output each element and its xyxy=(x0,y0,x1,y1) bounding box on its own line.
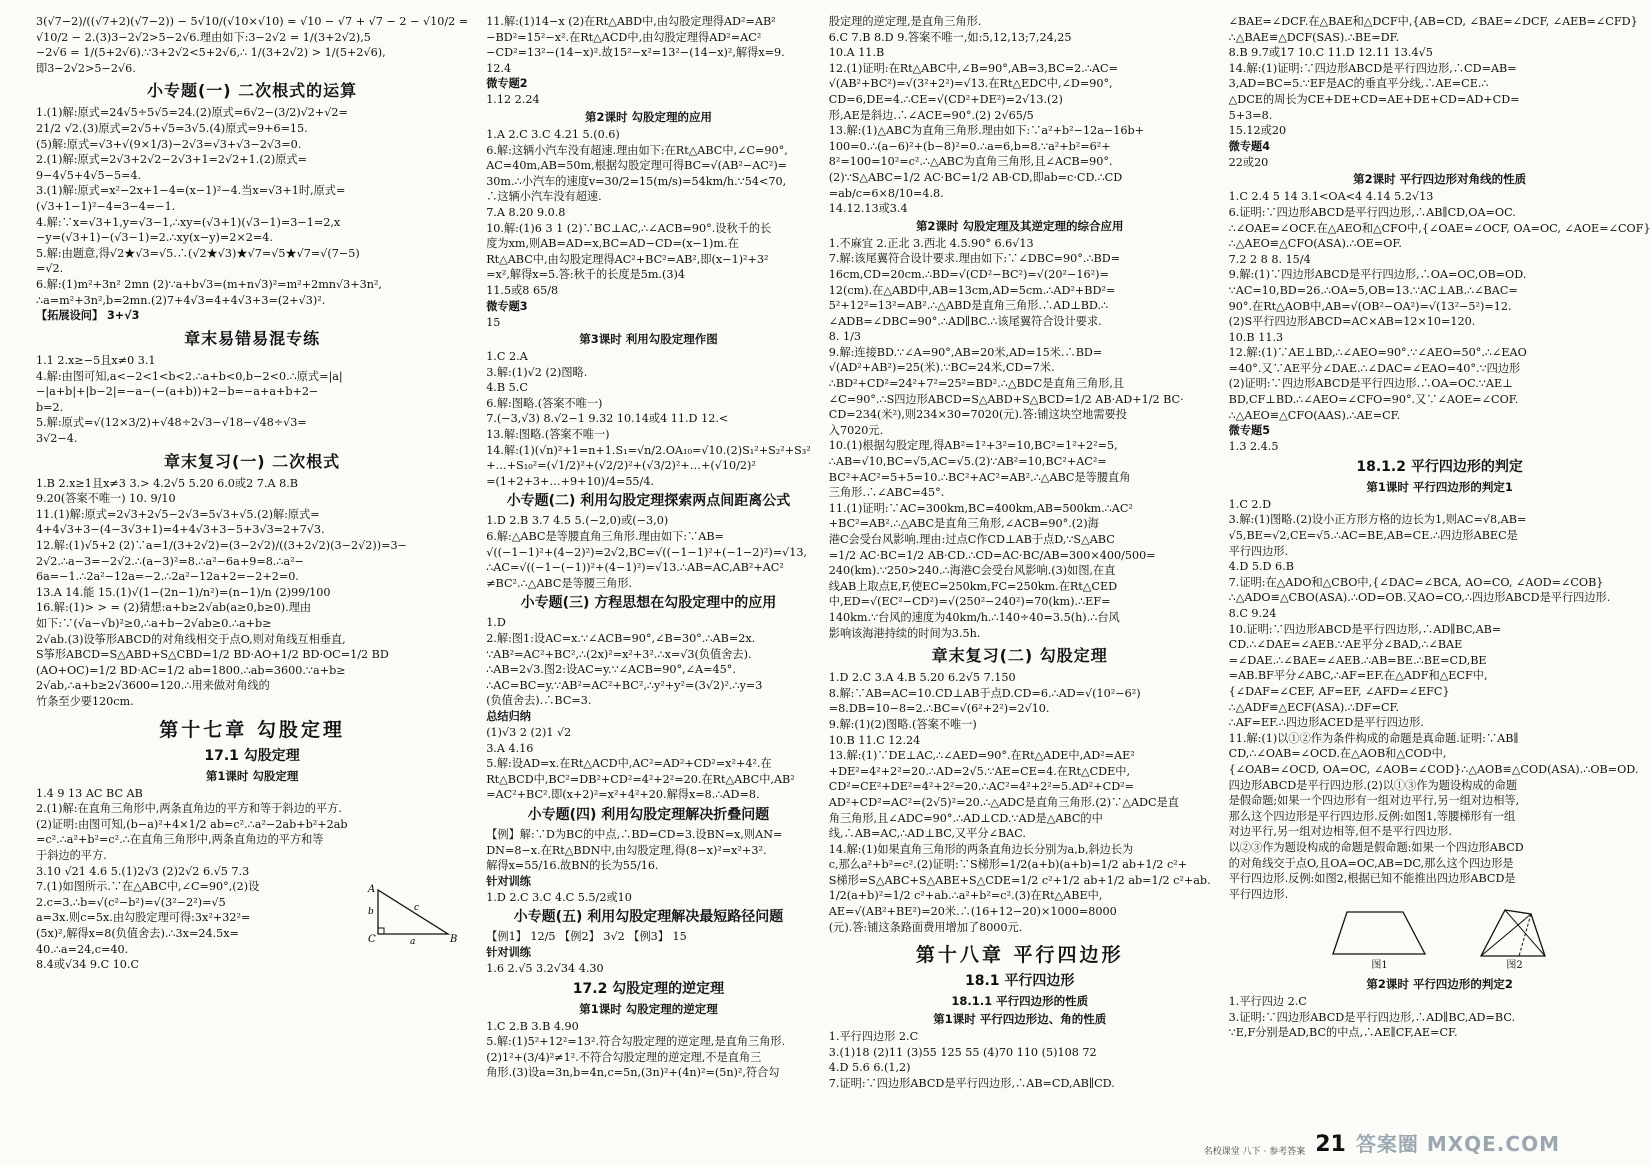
answer-line: 是假命题;如果一个四边形有一组对边平行,另一组对边相等, xyxy=(1228,794,1520,808)
answer-line: 如下:∵(√a−√b)²≥0,∴a+b−2√ab≥0.∴a+b≥ xyxy=(36,617,272,630)
training-label: 针对训练 xyxy=(486,874,531,888)
answer-line: 1/2(a+b)²=1/2 c²+ab.∴a²+b²=c².(3)在Rt△ABE中, xyxy=(828,889,1103,903)
answer-line: (2)∵S△ABC=1/2 AC·BC=1/2 AB·CD,即ab=c·CD.∴CD xyxy=(828,170,1123,184)
vertex-b-label: B xyxy=(450,933,458,945)
page-footer xyxy=(1204,1128,1560,1157)
lesson-title: 第2课时 平行四边形对角线的性质 xyxy=(1353,172,1527,187)
answer-line: 5.解:由题意,得√2★√3=√5.∴(√2★√3)★√7=√5★√7=√(7−5) xyxy=(36,246,360,260)
answer-line: −|a+b|+|b−2|=−a−(−(a+b))+2−b=−a+a+b+2− xyxy=(36,385,319,399)
answer-line: ∴AF=EF.∴四边形ACED是平行四边形. xyxy=(1228,716,1424,730)
page-number: 21 xyxy=(1315,1132,1346,1157)
answer-line: 7.解:该尾翼符合设计要求.理由如下:∵∠DBC=90°.∴BD= xyxy=(828,252,1121,266)
answer-line: ∠BAE=∠DCF.在△BAE和△DCF中,{AB=CD, ∠BAE=∠DCF, ∠AEB=∠CFD} xyxy=(1228,15,1638,28)
answer-line: 12.解:(1)√5+2 (2)∵a=1/(3+2√2)=(3−2√2)/((3+2√2)(3−2√2))=3− xyxy=(36,539,407,553)
col3-intro xyxy=(829,14,1211,217)
answer-line: 4.B 5.C xyxy=(486,381,528,395)
answer-line: ∠ADB=∠DBC=90°.∴AD∥BC.∴该尾翼符合设计要求. xyxy=(828,314,1102,328)
column-1 xyxy=(36,14,468,1134)
answer-line: √(AD²+AB²)=25(米).∵BC=24米,CD=7米. xyxy=(828,361,1055,375)
answer-line: AE=√(AB²+BE²)=20米.∴(16+12−20)×1000=8000 xyxy=(828,905,1117,919)
col1-sec3-body xyxy=(36,476,468,710)
answer-line: =8.DB=10−8=2.∴BC=√(6²+2²)=2√10. xyxy=(828,702,1050,716)
answer-line: 11.(1)证明:∵AC=300km,BC=400km,AB=500km.∴AC² xyxy=(828,501,1133,515)
extension-label: 【拓展设问】 3+√3 xyxy=(36,309,140,323)
answer-line: 股定理的逆定理,是直角三角形. xyxy=(828,15,982,28)
answer-line: 1.A 2.C 3.C 4.21 5.(0.6) xyxy=(486,127,620,141)
answer-line: c,那么a²+b²=c².(2)证明:∵S梯形=1/2(a+b)(a+b)=1/2 ab+1/2 c²+ xyxy=(828,858,1188,872)
answer-line: √((−1−1)²+(4−2)²)=2√2,BC=√((−1−1)²+(−1−2)²)=√13, xyxy=(486,545,808,559)
answer-line: 11.5或8 65/8 xyxy=(486,283,559,297)
micro-topic-answer: 15 xyxy=(486,315,501,329)
section-title: 小专题(三) 方程思想在勾股定理中的应用 xyxy=(520,595,777,612)
answer-line: =ab/c=6×8/10=4.8. xyxy=(828,186,944,200)
answer-line: 16cm,CD=20cm.∴BD=√(CD²−BC²)=√(20²−16²)= xyxy=(828,267,1109,281)
answer-line: 10.解:(1)6 3 1 (2)∵BC⊥AC,∴∠ACB=90°.设秋千的长 xyxy=(486,221,772,235)
answer-line: 10.(1)根据勾股定理,得AB²=1²+3²=10,BC²=1²+2²=5, xyxy=(828,439,1118,453)
answer-line: 6.解:图略.(答案不唯一) xyxy=(486,396,603,410)
answer-line: 3(√7−2)/((√7+2)(√7−2)) − 5√10/(√10×√10) = √10 − √7 + √7 − 2 − √10/2 = xyxy=(36,15,469,28)
training-answer: 1.6 2.√5 3.2√34 4.30 xyxy=(486,961,604,975)
answer-line: 7.(1)如图所示.∵在△ABC中,∠C=90°,(2)设 xyxy=(36,880,260,894)
answer-line: 1.D xyxy=(486,616,506,630)
answer-line: ∵E,F分别是AD,BC的中点,∴AE∥CF,AE=CF. xyxy=(1228,1026,1458,1040)
answer-line: AC=40m,AB=50m,根据勾股定理可得BC=√(AB²−AC²)= xyxy=(486,159,788,173)
answer-line: (√3+1−1)²−4=3−4=−1. xyxy=(36,199,176,213)
micro-topic-answer: 1.3 2.4.5 xyxy=(1228,440,1279,454)
section-title: 小专题(五) 利用勾股定理解决最短路径问题 xyxy=(513,909,784,926)
answer-line: 14.解:(1)如果直角三角形的两条直角边长分别为a,b,斜边长为 xyxy=(828,842,1134,856)
answer-line: 4+4√3+3−(4−3√3+1)=4+4√3+3−5+3√3=2+7√3. xyxy=(36,523,325,537)
answer-line: 9.解:(1)∵四边形ABCD是平行四边形,∴OA=OC,OB=OD. xyxy=(1228,268,1527,282)
answer-line: 30m.∴小汽车的速度v=30/2=15(m/s)=54km/h.∵54<70, xyxy=(486,174,787,188)
right-triangle-figure xyxy=(364,884,464,946)
answer-line: (2)证明:由图可知,(b−a)²+4×1/2 ab=c².∴a²−2ab+b²+2ab xyxy=(36,817,348,831)
answer-line: =1/2 AC·BC=1/2 AB·CD.∴CD=AC·BC/AB=300×400/500= xyxy=(828,548,1156,562)
answer-line: 4.D 5.6 6.(1,2) xyxy=(828,1061,911,1075)
answer-line: =c².∴a²+b²=c².∴在直角三角形中,两条直角边的平方和等 xyxy=(36,833,324,847)
answer-line: 线,∴AB=AC,∴AD⊥BC,又平分∠BAC. xyxy=(828,827,1026,841)
chapter-title: 第十七章 勾股定理 xyxy=(159,718,345,741)
answer-line: =(1+2+3+…+9+10)/4=55/4. xyxy=(486,474,654,488)
answer-line: △DCE的周长为CE+DE+CD=AE+DE+CD=AD+CD= xyxy=(1228,92,1520,106)
col2-sec2-body xyxy=(486,127,811,299)
micro-topic-label: 微专题5 xyxy=(1228,424,1270,438)
answer-line: 15.12或20 xyxy=(1228,124,1287,138)
answer-line: 竹条至少要120cm. xyxy=(36,694,134,708)
column-2 xyxy=(486,14,811,1134)
answer-line: 3.(1)18 (2)11 (3)55 125 55 (4)70 110 (5)108 72 xyxy=(828,1045,1097,1059)
answer-line: 1.1 2.x≥−5且x≠0 3.1 xyxy=(36,354,156,368)
section-title: 小专题(一) 二次根式的运算 xyxy=(146,81,358,101)
answer-line: 4.解:由图可知,a<−2<1<b<2.∴a+b<0,b−2<0.∴原式=|a| xyxy=(36,369,343,383)
answer-line: 10.B 11.3 xyxy=(1228,330,1284,344)
section-title: 17.1 勾股定理 xyxy=(204,747,300,764)
answer-line: √(AB²+BC²)=√(3²+2²)=√13.在Rt△EDC中,∠D=90°, xyxy=(828,77,1113,91)
answer-line: 6.解:(1)m²+3n² 2mn (2)∵a+b√3=(m+n√3)²=m²+2mn√3+3n², xyxy=(36,277,382,291)
answer-line: 13.A 14.能 15.(1)√(1−(2n−1)/n²)=(n−1)/n (2)99/100 xyxy=(36,585,331,599)
answer-line: 即3−2√2>5−2√6. xyxy=(36,61,136,75)
answer-line: ∴△ADO≌△CBO(ASA).∴OD=OB.又AO=CO,∴四边形ABCD是平行四边形. xyxy=(1228,591,1611,605)
training-answer: 1.D 2.C 3.C 4.C 5.5/2或10 xyxy=(486,890,632,904)
book-tag: 名校课堂 八下 · 参考答案 xyxy=(1203,1147,1306,1157)
columns xyxy=(36,14,1651,1134)
answer-line: 6.C 7.B 8.D 9.答案不唯一,如:5,12,13;7,24,25 xyxy=(828,30,1072,44)
answer-line: CD=234(米²),则234×30=7020(元).答:铺这块空地需要投 xyxy=(828,408,1127,422)
col2-sec4-body xyxy=(486,513,811,591)
answer-line: 4.解:∵x=√3+1,y=√3−1,∴xy=(√3+1)(√3−1)=3−1=2,x xyxy=(36,215,341,229)
answer-line: +BC²=AB².∴△ABC是直角三角形,∠ACB=90°.(2)海 xyxy=(828,517,1099,531)
answer-line: 那么这个四边形是平行四边形.反例:如图1,等腰梯形有一组 xyxy=(1228,809,1516,823)
answer-line: 对边平行,另一组对边相等,但不是平行四边形. xyxy=(1228,825,1452,839)
micro-topic-label: 微专题2 xyxy=(486,77,528,91)
answer-line: BC²+AC²=5+5=10.∴BC²+AC²=AB².∴△ABC是等腰直角 xyxy=(828,470,1131,484)
answer-line: 线AB上取点E,F,使EC=250km,FC=250km.在Rt△CED xyxy=(828,579,1118,593)
answer-line: 5.解:设AD=x.在Rt△ACD中,AC²=AD²+CD²=x²+4².在 xyxy=(486,757,772,771)
answer-line: 12(cm).在△ABD中,AB=13cm,AD=5cm.∴AD²+BD²= xyxy=(828,283,1116,297)
answer-line: (5)解:原式=√3+√(9×1/3)−2√3=√3+√3−2√3=0. xyxy=(36,137,302,151)
answer-line: ∴这辆小汽车没有超速. xyxy=(486,190,602,204)
answer-line: √5,BE=√2,CE=√5.∴AC=BE,AB=CE.∴四边形ABEC是 xyxy=(1228,529,1518,543)
answer-line: 5.解:(1)5²+12²=13².符合勾股定理的逆定理,是直角三角形. xyxy=(486,1035,786,1049)
answer-line: 2.(1)解:原式=2√3+2√2−2√3+1=2√2+1.(2)原式= xyxy=(36,153,307,167)
answer-line: CD²=CE²+DE²=4²+2²=20.∴AC²=4²+2²=5.AD²+CD²= xyxy=(828,780,1135,794)
answer-line: S梯形=S△ABC+S△ABE+S△CDE=1/2 c²+1/2 ab+1/2 ab=1/2 c²+ab. xyxy=(828,873,1211,887)
col4-sec2-body xyxy=(1229,189,1651,423)
chapter-title: 第十八章 平行四边形 xyxy=(915,944,1124,967)
answer-line: 10.A 11.B xyxy=(828,46,885,60)
answer-line: ∴AB=√10,BC=√5,AC=√5.(2)∵AB²=10,BC²+AC²= xyxy=(828,455,1107,469)
answer-line: 13.解:(1)∵DE⊥AC,∴∠AED=90°.在Rt△ADE中,AD²=AE² xyxy=(828,749,1135,763)
answer-line: 9−4√5+4√5−5=4. xyxy=(36,168,142,182)
answer-line: DN=8−x.在Rt△BDN中,由勾股定理,得(8−x)²=x²+3². xyxy=(486,843,767,857)
side-c-label: c xyxy=(414,902,420,913)
answer-line: 4.D 5.D 6.B xyxy=(1228,560,1294,574)
lesson-title: 第2课时 勾股定理的应用 xyxy=(584,109,712,124)
figure-1-caption: 图1 xyxy=(1371,960,1388,972)
summary-answer: (1)√3 2 (2)1 √2 xyxy=(486,725,572,739)
answer-line: 2√ab,∴a+b≥2√3600=120.∴用来做对角线的 xyxy=(36,679,270,693)
answer-line: 影响该海港持续的时间为3.5h. xyxy=(828,626,981,640)
answer-line: (AO+OC)=1/2 BD·AC=1/2 ab=1800.∴ab=3600.∵a+b≥ xyxy=(36,663,346,677)
answer-line: 40.∴a=24,c=40. xyxy=(36,942,129,956)
answer-line: +…+S₁₀²=(√1/2)²+(√2/2)²+(√3/2)²+…+(√10/2)² xyxy=(486,459,756,473)
answer-line: 1.不麻宜 2.正北 3.西北 4.5.90° 6.6√13 xyxy=(828,236,1034,250)
answer-line: =∠DAE.∴∠BAE=∠AEB.∴AB=BE.∴BE=CD,BE xyxy=(1228,653,1487,667)
answer-line: 1.平行四边 2.C xyxy=(1228,995,1307,1009)
figure-2 xyxy=(1475,906,1555,972)
section-title: 17.2 勾股定理的逆定理 xyxy=(572,980,725,997)
col2-sec5b-body xyxy=(486,741,811,803)
answer-line: BD,CF⊥BD.∴∠AEO=∠CFO=90°.又∵∠AOE=∠COF. xyxy=(1228,393,1519,407)
answer-line: 6.证明:∵四边形ABCD是平行四边形,∴AB∥CD,OA=OC. xyxy=(1228,205,1516,219)
answer-line: (2)1²+(3/4)²≠1².不符合勾股定理的逆定理,不是直角三 xyxy=(486,1050,762,1064)
answer-line: 5²+12²=13²=AB².∴△ABD是直角三角形.∴AD⊥BD.∴ xyxy=(828,299,1109,313)
col4-sec3-body xyxy=(1229,497,1651,902)
answer-line: 16.解:(1)> > = (2)猜想:a+b≥2√ab(a≥0,b≥0).理由 xyxy=(36,601,312,615)
figure-2-caption: 图2 xyxy=(1506,960,1523,972)
answer-line: 7.2 2 8 8. 15/4 xyxy=(1228,252,1311,266)
answer-line: 1.(1)解:原式=24√5÷5√5=24.(2)原式=6√2−(3/2)√2+√2= xyxy=(36,106,348,120)
micro-topic-label: 微专题3 xyxy=(486,299,528,313)
answer-line: 90°.在Rt△AOB中,AB=√(OB²−OA²)=√(13²−5²)=12. xyxy=(1228,299,1512,313)
lesson-title: 第2课时 勾股定理及其逆定理的综合应用 xyxy=(915,218,1124,233)
col2-sec3-body xyxy=(486,349,811,489)
answer-line: 的对角线交于点O,且OA=OC,AB=DC,那么这个四边形是 xyxy=(1228,856,1514,870)
answer-line: ∴a=m²+3n²,b=2mn.(2)7+4√3=4+4√3+3=(2+√3)². xyxy=(36,293,326,307)
answer-line: ∵AC=10,BD=26.∴OA=5,OB=13.∵AC⊥AB.∴∠BAC= xyxy=(1228,283,1518,297)
answer-line: 100=0.∴(a−6)²+(b−8)²=0.∴a=6,b=8.∵a²+b²=6²+ xyxy=(828,139,1111,153)
side-b-label: b xyxy=(368,906,374,917)
answer-line: ∴AC=BC=y.∵AB²=AC²+BC²,∴y²+y²=(3√2)².∴y=3 xyxy=(486,678,763,692)
answer-line: 四边形ABCD是平行四边形.(2)以①③作为题设构成的命题 xyxy=(1228,778,1518,792)
answer-line: 14.解:(1)(√n)²+1=n+1.S₁=√n/2.OA₁₀=√10.(2)S₁²+S₂²+S₃² xyxy=(486,443,811,457)
answer-line: 7.证明:∵四边形ABCD是平行四边形,∴AB=CD,AB∥CD. xyxy=(828,1077,1115,1091)
figures xyxy=(1229,906,1651,972)
answer-line: {∠OAB=∠OCD, OA=OC, ∠AOB=∠COD}∴△AOB≌△COD(ASA).∴OB=OD. xyxy=(1228,762,1639,776)
col3-sec3-body xyxy=(829,670,1211,935)
answer-line: 12.(1)证明:在Rt△ABC中,∠B=90°,AB=3,BC=2.∴AC= xyxy=(828,61,1118,75)
answer-line: −CD²=13²−(14−x)².故15²−x²=13²−(14−x)²,解得x=9. xyxy=(486,46,785,60)
answer-line: ∵AB²=AC²+BC²,∴(2x)²=x²+3².∴x=√3(负值舍去). xyxy=(486,647,752,661)
answer-line: 13.解:图略.(答案不唯一) xyxy=(486,428,610,442)
answer-line: 平行四边形. xyxy=(1228,544,1289,558)
answer-line: 12.解:(1)∵AE⊥BD,∴∠AEO=90°.∵∠AEO=50°.∴∠EAO xyxy=(1228,346,1527,360)
answer-line: 2.c=3.∴b=√(c²−b²)=√(3²−2²)=√5 xyxy=(36,895,226,909)
answer-line: ≠BC².∴△ABC是等腰三角形. xyxy=(486,576,633,590)
answer-line: 3,AD=BC=5.∵EF是AC的垂直平分线,∴AE=CE.∴ xyxy=(1228,77,1489,91)
answer-line: 8. 1/3 xyxy=(828,330,862,344)
lesson-title: 第1课时 平行四边形边、角的性质 xyxy=(933,1012,1107,1027)
answer-line: =AC²+BC².即(x+2)²=x²+4²+20.解得x=8.∴AD=8. xyxy=(486,788,760,802)
answer-line: 1.B 2.x≥1且x≠3 3.> 4.2√5 5.20 6.0或2 7.A 8.B xyxy=(36,476,298,490)
trapezoid-figure xyxy=(1325,906,1435,960)
answer-line: 3.(1)解:原式=x²−2x+1−4=(x−1)²−4.当x=√3+1时,原式= xyxy=(36,184,346,198)
answer-line: 9.解:连接BD.∵∠A=90°,AB=20米,AD=15米.∴BD= xyxy=(828,345,1103,359)
answer-line: √10/2 − 2.(3)3−2√2>5−2√6.理由如下:3−2√2 = 1/(3+2√2),5 xyxy=(36,30,371,44)
answer-line: 于斜边的平方. xyxy=(36,848,107,862)
answer-line: 7.A 8.20 9.0.8 xyxy=(486,205,566,219)
answer-line: 21/2 √2.(3)原式=2√5+√5=3√5.(4)原式=9+6=15. xyxy=(36,121,308,135)
answer-line: 9.解:(1)(2)图略.(答案不唯一) xyxy=(828,717,977,731)
answer-line: 7.证明:在△ADO和△CBO中,{∠DAC=∠BCA, AO=CO, ∠AOD=∠COB} xyxy=(1228,575,1604,589)
micro-topic-answer: 1.12 2.24 xyxy=(486,93,540,107)
answer-line: 平行四边形.反例:如图2,根据已知不能推出四边形ABCD是 xyxy=(1228,872,1516,886)
answer-line: 1.C 2.A xyxy=(486,350,528,364)
answer-line: 11.解:(1)14−x (2)在Rt△ABD中,由勾股定理得AD²=AB² xyxy=(486,15,776,28)
section-title: 章末复习(二) 勾股定理 xyxy=(931,646,1108,666)
answer-line: 解得x=55/16.故BN的长为55/16. xyxy=(486,859,659,873)
answer-line: +DE²=4²+2²=20.∴AD=2√5.∵AE=CE=4.在Rt△CDE中, xyxy=(828,764,1131,778)
answer-line: 3.10 √21 4.6 5.(1)2√3 (2)2√2 6.√5 7.3 xyxy=(36,864,250,878)
lesson-title: 第1课时 勾股定理 xyxy=(205,768,299,783)
col3-sec18-body xyxy=(829,1029,1211,1091)
answer-line: 【例】解:∵D为BC的中点,∴BD=CD=3.设BN=x,则AN= xyxy=(486,827,783,841)
col1-sec2-body xyxy=(36,353,468,447)
answer-line: −2√6 = 1/(5+2√6).∵3+2√2<5+2√6,∴ 1/(3+2√2) > 1/(5+2√6), xyxy=(36,46,386,60)
answer-line: 1.D 2.C 3.A 4.B 5.20 6.2√5 7.150 xyxy=(828,671,1016,685)
answer-line: 以②③作为题设构成的命题是假命题:如果一个四边形ABCD xyxy=(1228,840,1524,854)
side-a-label: a xyxy=(410,936,416,947)
answer-line: a=3x.则c=5x.由勾股定理可得:3x²+32²= xyxy=(36,911,251,925)
answer-line: ∴AB=2√3.图2:设AC=y.∵∠ACB=90°,∠A=45°. xyxy=(486,663,736,677)
answer-line: 8.解:∵AB=AC=10.CD⊥AB于点D.CD=6.∴AD=√(10²−6²) xyxy=(828,686,1141,700)
answer-line: (负值舍去).∴BC=3. xyxy=(486,694,592,708)
answer-line: 三角形.∴∠ABC=45°. xyxy=(828,486,945,500)
answer-line: {∠DAF=∠CEF, AF=EF, ∠AFD=∠EFC} xyxy=(1228,684,1450,698)
training-label: 针对训练 xyxy=(486,945,531,959)
subsection-title: 18.1.1 平行四边形的性质 xyxy=(951,994,1089,1009)
answer-line: S筝形ABCD=S△ABD+S△CBD=1/2 BD·AO+1/2 BD·OC=1/2 BD xyxy=(36,648,389,662)
answer-line: 11.解:(1)以①②作为条件构成的命题是真命题.证明:∵AB∥ xyxy=(1228,731,1519,745)
lesson-title: 第1课时 平行四边形的判定1 xyxy=(1366,479,1513,494)
answer-line: 8.4或√34 9.C 10.C xyxy=(36,958,140,972)
answer-line: 1.平行四边形 2.C xyxy=(828,1030,919,1044)
answer-line: 【例1】 12/5 【例2】 3√2 【例3】 15 xyxy=(486,930,687,944)
answer-line: CD.∴∠DAE=∠AEB.∵AE平分∠BAD,∴∠BAE xyxy=(1228,638,1463,652)
col4-intro xyxy=(1229,14,1651,139)
answer-line: 5+3=8. xyxy=(1228,108,1273,122)
answer-line: 14.解:(1)证明:∵四边形ABCD是平行四边形,∴CD=AB= xyxy=(1228,61,1517,75)
answer-line: 形,AE是斜边.∴∠ACE=90°.(2) 2√65/5 xyxy=(828,108,1034,122)
answer-line: 8.C 9.24 xyxy=(1228,607,1277,620)
answer-line: AD²+CD²=AC²=(2√5)²=20.∴△ADC是直角三角形.(2)∵△ADC是直 xyxy=(828,795,1179,809)
answer-line: Rt△ABC中,由勾股定理得AC²+BC²=AB²,即(x−1)²+3² xyxy=(486,252,769,266)
col2-sec5-body xyxy=(486,615,811,709)
answer-line: ∴BD²+CD²=24²+7²=25²=BD².∴△BDC是直角三角形,且 xyxy=(828,377,1125,391)
section-title: 小专题(二) 利用勾股定理探索两点间距离公式 xyxy=(506,493,791,510)
col4-sec4-body xyxy=(1229,994,1651,1041)
answer-line: 3√2−4. xyxy=(36,432,78,446)
answer-line: 3.解:(1)√2 (2)图略. xyxy=(486,365,588,379)
answer-line: 9.20(答案不唯一) 10. 9/10 xyxy=(36,492,176,506)
answer-line: ∴AC=√((−1−(−1))²+(4−1)²)=√13.∴AB=AC,AB²+AC² xyxy=(486,561,784,575)
answer-line: 13.解:(1)△ABC为直角三角形.理由如下:∵a²+b²−12a−16b+ xyxy=(828,124,1145,138)
watermark: 答案圈 MXQE.COM xyxy=(1355,1132,1560,1156)
vertex-a-label: A xyxy=(368,883,376,895)
section-title: 18.1 平行四边形 xyxy=(964,973,1075,990)
section-title: 小专题(四) 利用勾股定理解决折叠问题 xyxy=(527,806,770,823)
summary-label: 总结归纳 xyxy=(486,709,531,723)
section-title: 章末易错易混专练 xyxy=(184,329,321,349)
answer-line: 12.4 xyxy=(486,61,512,75)
answer-line: 5.解:原式=√(12×3/2)+√48÷2√3−√18−√48÷√3= xyxy=(36,416,307,430)
col2-sec8-body xyxy=(486,1019,811,1081)
answer-line: 中,ED=√(EC²−CD²)=√(250²−240²)=70(km).∴EF= xyxy=(828,595,1111,609)
answer-line: (5x)²,解得x=8(负值舍去).∴3x=24.5x= xyxy=(36,926,239,940)
answer-line: 6.解:这辆小汽车没有超速.理由如下:在Rt△ABC中,∠C=90°, xyxy=(486,143,788,157)
answer-line: CD,∴∠OAB=∠OCD.在△AOB和△COD中, xyxy=(1228,747,1447,761)
answer-line: 3.证明:∵四边形ABCD是平行四边形,∴AD∥BC,AD=BC. xyxy=(1228,1010,1516,1024)
answer-line: 6.解:△ABC是等腰直角三角形.理由如下:∵AB= xyxy=(486,530,724,544)
micro-topic-label: 微专题4 xyxy=(1228,139,1270,153)
answer-line: b=2. xyxy=(36,400,64,414)
answer-line: 14.12.13或3.4 xyxy=(828,202,908,216)
col2-sec7-body xyxy=(486,929,811,945)
answer-line: ∴△AEO≌△CFO(AAS).∴AE=CF. xyxy=(1228,408,1401,422)
lesson-title: 第2课时 平行四边形的判定2 xyxy=(1366,977,1513,992)
micro-topic-answer: 22或20 xyxy=(1228,155,1269,169)
answer-line: 1.C 2.D xyxy=(1228,497,1272,511)
col3-sec2-body xyxy=(829,236,1211,641)
answer-line: 2√2.∴a−3=−2√2.∴(a−3)²=8.∴a²−6a+9=8.∴a²− xyxy=(36,554,305,568)
answer-line: 入7020元. xyxy=(828,423,884,437)
answer-line: (2)证明:∵四边形ABCD是平行四边形.∴OA=OC.∵AE⊥ xyxy=(1228,377,1513,391)
lesson-title: 第1课时 勾股定理的逆定理 xyxy=(579,1001,718,1016)
answer-line: 11.(1)解:原式=2√3+2√5−2√3=5√3+√5.(2)解:原式= xyxy=(36,507,320,521)
answer-line: 1.D 2.B 3.7 4.5 5.(−2,0)或(−3,0) xyxy=(486,514,669,528)
answer-line: CD=6,DE=4.∴CE=√(CD²+DE²)=2√13.(2) xyxy=(828,92,1063,106)
answer-line: −BD²=15²−x².在Rt△ACD中,由勾股定理得AD²=AC² xyxy=(486,30,762,44)
answer-line: 6a=−1.∴2a²−12a=−2.∴2a²−12a+2=−2+2=0. xyxy=(36,570,299,584)
answer-line: 7.(−3,√3) 8.√2−1 9.32 10.14或4 11.D 12.< xyxy=(486,412,729,426)
vertex-c-label: C xyxy=(368,933,376,945)
column-3 xyxy=(829,14,1211,1134)
answer-line: 240(km).∵250>240.∴海港C会受台风影响.(3)如图,在直 xyxy=(828,564,1116,578)
answer-line: =x²,解得x=5.答:秋千的长度是5m.(3)4 xyxy=(486,268,685,282)
answer-line: 10.B 11.C 12.24 xyxy=(828,733,921,747)
answer-line: 140km.∵台风的速度为40km/h.∴140÷40=3.5(h).∴台风 xyxy=(828,610,1120,624)
answer-line: 2√ab.(3)设筝形ABCD的对角线相交于点O,则对角线互相垂直, xyxy=(36,632,346,646)
answer-line: 角三角形,且∠ADC=90°.∴AD⊥CD.∵AD是△ABC的中 xyxy=(828,811,1103,825)
col2-sec6-body xyxy=(486,827,811,874)
answer-line: =√2. xyxy=(36,262,64,276)
answer-line: ∴∠OAE=∠OCF.在△AEO和△CFO中,{∠OAE=∠OCF, OA=OC, ∠AOE=∠COF} xyxy=(1228,221,1651,235)
answer-line: 8²=100=10²=c².∴△ABC为直角三角形,且∠ACB=90°. xyxy=(828,155,1113,169)
answer-line: 2.(1)解:在直角三角形中,两条直角边的平方和等于斜边的平方. xyxy=(36,802,342,816)
answer-line: ∴△BAE≌△DCF(SAS).∴BE=DF. xyxy=(1228,30,1400,44)
answer-line: (元).答:铺这条路面费用增加了8000元. xyxy=(828,920,1023,934)
answer-line: =AB.BF平分∠ABC,∴AF=EF.在△ADF和△ECF中, xyxy=(1228,669,1488,683)
answer-line: 平行四边形. xyxy=(1228,887,1289,901)
answer-line: 10.证明:∵四边形ABCD是平行四边形,∴AD∥BC,AB= xyxy=(1228,622,1502,636)
lesson-title: 第3课时 利用勾股定理作图 xyxy=(579,332,718,347)
answer-line: (2)S平行四边形ABCD=AC×AB=12×10=120. xyxy=(1228,315,1476,329)
section-title: 章末复习(一) 二次根式 xyxy=(163,451,341,471)
quadrilateral-figure xyxy=(1475,906,1555,960)
answer-line: 3.解:(1)图略.(2)设小正方形方格的边长为1,则AC=√8,AB= xyxy=(1228,513,1527,527)
answer-line: ∴△AEO≌△CFO(ASA).∴OE=OF. xyxy=(1228,237,1402,251)
answer-line: −y=(√3+1)−(√3−1)=2.∴xy(x−y)=2×2=4. xyxy=(36,231,273,245)
answer-line: 度为xm,则AB=AD=x,BC=AD−CD=(x−1)m.在 xyxy=(486,237,739,251)
answer-line: 8.B 9.7或17 10.C 11.D 12.11 13.4√5 xyxy=(1228,46,1433,60)
answer-line: 1.4 9 13 AC BC AB xyxy=(36,786,143,800)
answer-line: 3.A 4.16 xyxy=(486,741,534,755)
col1-sec1-body xyxy=(36,105,468,308)
col2-intro xyxy=(486,14,811,76)
answer-line: 1.C 2.4 5 14 3.1<OA<4 4.14 5.2√13 xyxy=(1228,190,1434,204)
figure-1 xyxy=(1325,906,1435,972)
answer-line: 角形.(3)设a=3n,b=4n,c=5n,(3n)²+(4n)²=(5n)²,符合勾 xyxy=(486,1066,780,1080)
answer-line: 2.解:图1:设AC=x.∵∠ACB=90°,∠B=30°.∴AB=2x. xyxy=(486,632,756,645)
section-title: 18.1.2 平行四边形的判定 xyxy=(1356,458,1523,475)
col1-intro xyxy=(36,14,468,76)
answer-line: ∴△ADF≌△ECF(ASA).∴DF=CF. xyxy=(1228,700,1400,714)
column-4 xyxy=(1229,14,1651,1134)
answer-line: 港C会受台风影响.理由:过点C作CD⊥AB于点D,∵S△ABC xyxy=(828,533,1115,546)
answer-line: ∠C=90°.∴S四边形ABCD=S△ABD+S△BCD=1/2 AB·AD+1/2 BC· xyxy=(828,392,1184,406)
answer-line: 1.C 2.B 3.B 4.90 xyxy=(486,1019,579,1033)
answer-line: Rt△BCD中,BC²=DB²+CD²=4²+2²=20.在Rt△ABC中,AB² xyxy=(486,772,795,786)
answer-line: =40°.又∵AE平分∠DAE.∴∠DAC=∠EAO=40°.∵四边形 xyxy=(1228,361,1521,375)
